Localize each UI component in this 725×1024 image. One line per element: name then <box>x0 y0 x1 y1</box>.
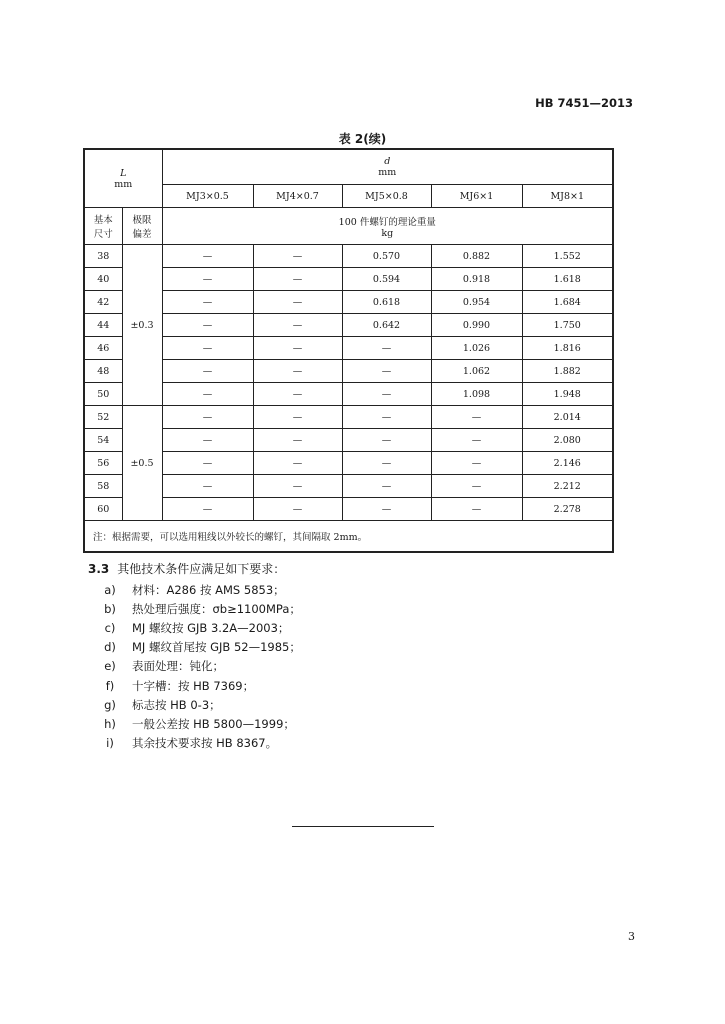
weight-cell: — <box>253 245 342 268</box>
requirement-item <box>88 695 301 714</box>
weight-cell: 1.882 <box>522 360 613 383</box>
weight-cell: — <box>253 429 342 452</box>
table-note: 注：根据需要，可以选用粗线以外较长的螺钉，其间隔取 2mm。 <box>84 521 613 553</box>
requirement-text: MJ 螺纹按 GJB 3.2A—2003； <box>132 620 290 635</box>
weight-cell: 0.618 <box>342 291 431 314</box>
table-row <box>84 406 613 429</box>
requirement-text: 热处理后强度：σb≥1100MPa； <box>132 601 301 616</box>
weight-cell: 2.212 <box>522 475 613 498</box>
basic-size-cell: 60 <box>84 498 122 521</box>
thread-size-cell: MJ8×1 <box>522 185 613 208</box>
requirement-text: 一般公差按 HB 5800—1999； <box>132 716 295 731</box>
requirement-item <box>88 599 301 618</box>
weight-cell: — <box>253 291 342 314</box>
basic-size-cell: 58 <box>84 475 122 498</box>
weight-cell: — <box>431 475 522 498</box>
weight-cell: — <box>342 383 431 406</box>
weight-cell: — <box>253 452 342 475</box>
requirement-text: MJ 螺纹首尾按 GJB 52—1985； <box>132 640 301 655</box>
weight-cell: 1.062 <box>431 360 522 383</box>
basic-size-label-1: 基本 <box>93 215 113 226</box>
requirement-item <box>88 676 301 695</box>
weight-cell: 0.594 <box>342 268 431 291</box>
weight-cell: 2.080 <box>522 429 613 452</box>
tolerance-label-1: 极限 <box>132 215 152 226</box>
requirement-text: 标志按 HB 0-3； <box>132 697 221 712</box>
weight-cell: — <box>253 498 342 521</box>
weight-cell: 1.098 <box>431 383 522 406</box>
table-row <box>84 498 613 521</box>
requirement-item <box>88 638 301 657</box>
basic-size-cell: 50 <box>84 383 122 406</box>
weight-cell: — <box>342 360 431 383</box>
basic-size-cell: 46 <box>84 337 122 360</box>
weight-cell: 0.642 <box>342 314 431 337</box>
requirement-label: c) <box>104 620 116 635</box>
weight-cell: 1.750 <box>522 314 613 337</box>
weight-cell: — <box>162 360 253 383</box>
length-unit: mm <box>114 178 133 190</box>
requirement-item <box>88 734 301 753</box>
requirement-label: h) <box>104 716 116 731</box>
basic-size-cell: 54 <box>84 429 122 452</box>
weight-cell: — <box>431 429 522 452</box>
weight-cell: — <box>162 383 253 406</box>
weight-cell: — <box>253 360 342 383</box>
weight-cell: 1.026 <box>431 337 522 360</box>
thread-size-cell: MJ5×0.8 <box>342 185 431 208</box>
weight-cell: — <box>162 452 253 475</box>
table-row <box>84 314 613 337</box>
diameter-header-cell <box>162 149 613 185</box>
weight-cell: — <box>162 337 253 360</box>
weight-cell: 1.552 <box>522 245 613 268</box>
requirement-label: e) <box>104 659 116 674</box>
weight-cell: — <box>342 337 431 360</box>
requirement-text: 表面处理：钝化； <box>132 659 224 674</box>
basic-size-cell: 42 <box>84 291 122 314</box>
table-row <box>84 268 613 291</box>
requirement-text: 材料：A286 按 AMS 5853； <box>132 582 285 597</box>
table-row <box>84 337 613 360</box>
table-title: 表 2(续) <box>338 132 387 146</box>
weight-cell: 0.918 <box>431 268 522 291</box>
basic-size-cell: 38 <box>84 245 122 268</box>
weight-header <box>162 208 613 245</box>
diameter-unit: mm <box>378 167 397 178</box>
weight-cell: 1.684 <box>522 291 613 314</box>
requirement-item <box>88 580 301 599</box>
table-row <box>84 452 613 475</box>
basic-size-cell: 40 <box>84 268 122 291</box>
requirement-label: i) <box>106 736 114 751</box>
weight-cell: — <box>431 498 522 521</box>
section-number: 3.3 <box>88 562 110 576</box>
basic-size-cell: 56 <box>84 452 122 475</box>
basic-size-cell: 52 <box>84 406 122 429</box>
table-row <box>84 360 613 383</box>
end-rule <box>292 826 434 827</box>
weight-cell: — <box>342 452 431 475</box>
weight-cell: — <box>253 475 342 498</box>
basic-size-cell: 48 <box>84 360 122 383</box>
weight-cell: — <box>162 245 253 268</box>
section-title: 其他技术条件应满足如下要求： <box>117 562 286 576</box>
weight-cell: 1.618 <box>522 268 613 291</box>
weight-cell: 0.882 <box>431 245 522 268</box>
requirements-list <box>88 580 301 753</box>
requirement-item <box>88 714 301 733</box>
weight-unit: kg <box>381 227 394 239</box>
weight-cell: — <box>162 314 253 337</box>
length-header-cell <box>84 149 162 208</box>
weight-cell: — <box>253 314 342 337</box>
weight-cell: — <box>342 498 431 521</box>
weight-table <box>83 148 614 553</box>
weight-cell: — <box>253 268 342 291</box>
weight-cell: — <box>342 429 431 452</box>
table-row <box>84 383 613 406</box>
weight-cell: 2.146 <box>522 452 613 475</box>
page-number: 3 <box>628 930 635 943</box>
requirement-label: g) <box>104 697 116 712</box>
thread-size-cell: MJ4×0.7 <box>253 185 342 208</box>
weight-cell: 0.954 <box>431 291 522 314</box>
weight-cell: — <box>162 291 253 314</box>
weight-cell: 2.014 <box>522 406 613 429</box>
weight-cell: — <box>162 268 253 291</box>
requirement-label: a) <box>104 582 116 597</box>
weight-cell: — <box>162 498 253 521</box>
weight-cell: — <box>162 429 253 452</box>
weight-cell: 2.278 <box>522 498 613 521</box>
weight-cell: — <box>431 452 522 475</box>
requirement-label: d) <box>104 640 116 655</box>
tolerance-label-2: 偏差 <box>132 229 152 240</box>
table-row <box>84 245 613 268</box>
diameter-symbol: d <box>384 156 391 167</box>
tolerance-header <box>122 208 162 245</box>
weight-cell: 1.948 <box>522 383 613 406</box>
table-row <box>84 475 613 498</box>
weight-cell: — <box>253 406 342 429</box>
table-row <box>84 291 613 314</box>
basic-size-cell: 44 <box>84 314 122 337</box>
section-heading <box>88 560 285 577</box>
requirement-item <box>88 618 301 637</box>
weight-cell: — <box>342 406 431 429</box>
basic-size-label-2: 尺寸 <box>93 229 113 240</box>
requirement-label: b) <box>104 601 116 616</box>
weight-cell: — <box>162 406 253 429</box>
weight-cell: — <box>342 475 431 498</box>
thread-size-cell: MJ3×0.5 <box>162 185 253 208</box>
tolerance-cell: ±0.3 <box>122 245 162 406</box>
weight-cell: 0.990 <box>431 314 522 337</box>
requirement-label: f) <box>105 678 115 693</box>
thread-size-cell: MJ6×1 <box>431 185 522 208</box>
weight-label: 100 件螺钉的理论重量 <box>338 216 436 228</box>
weight-cell: — <box>431 406 522 429</box>
tolerance-cell: ±0.5 <box>122 406 162 521</box>
requirement-text: 十字槽：按 HB 7369； <box>132 678 255 693</box>
weight-cell: — <box>253 337 342 360</box>
document-code: HB 7451—2013 <box>535 96 633 110</box>
length-symbol: L <box>120 167 127 179</box>
weight-cell: 0.570 <box>342 245 431 268</box>
table-row <box>84 429 613 452</box>
weight-cell: — <box>162 475 253 498</box>
basic-size-header <box>84 208 122 245</box>
weight-cell: 1.816 <box>522 337 613 360</box>
requirement-text: 其余技术要求按 HB 8367。 <box>132 736 278 751</box>
weight-cell: — <box>253 383 342 406</box>
requirement-item <box>88 657 301 676</box>
